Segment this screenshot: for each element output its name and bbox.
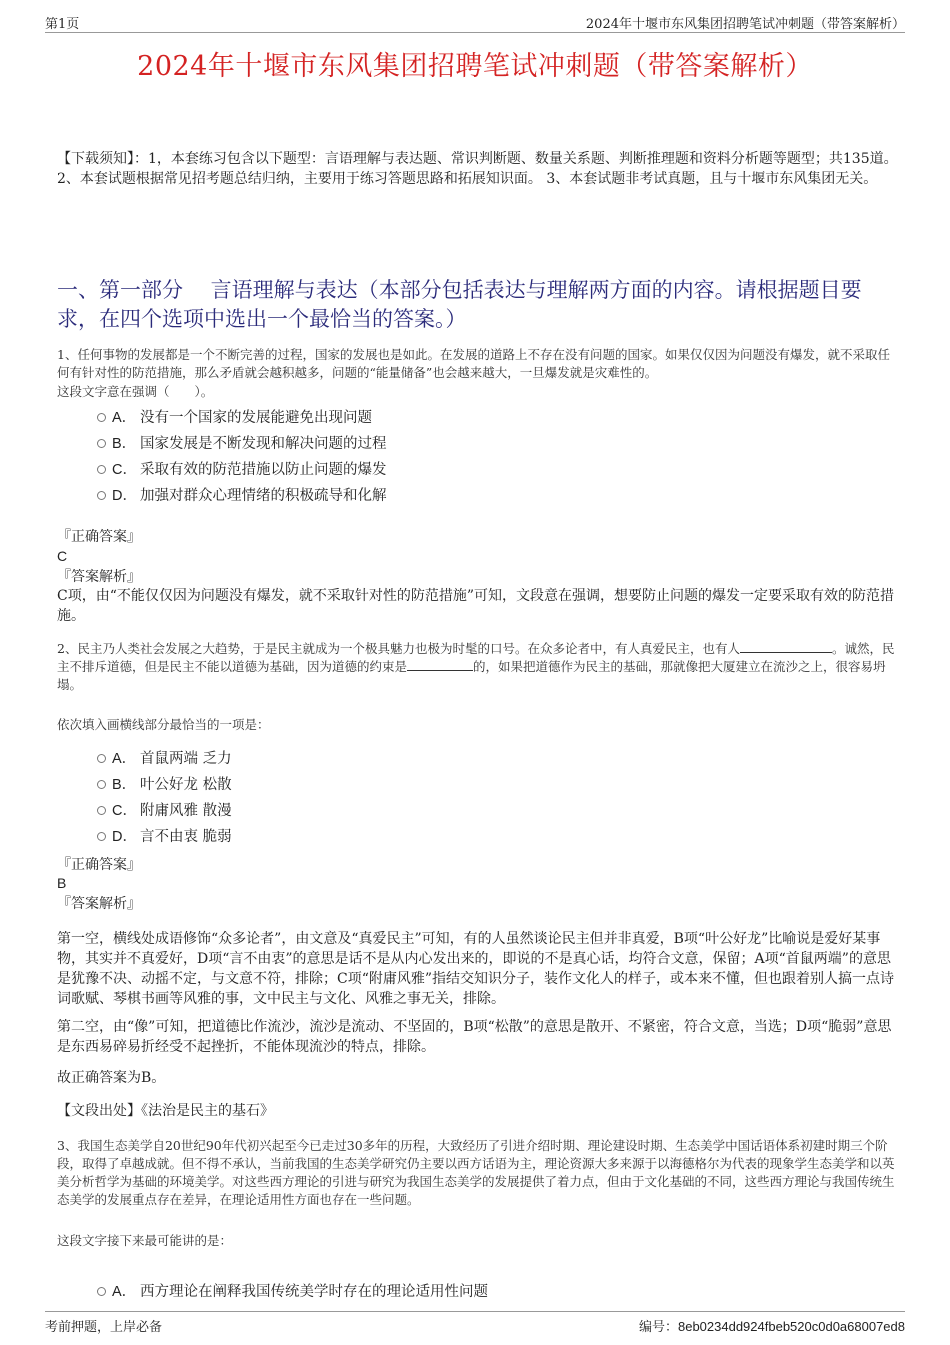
q3-option-a[interactable]: A． 西方理论在阐释我国传统美学时存在的理论适用性问题 — [97, 1280, 488, 1304]
q2-prompt: 依次填入画横线部分最恰当的一项是： — [57, 717, 270, 732]
radio-icon[interactable] — [97, 1287, 106, 1296]
fill-blank-2 — [407, 658, 473, 671]
q2-correct-answer: B — [57, 875, 67, 891]
q1-option-c[interactable]: C． 采取有效的防范措施以防止问题的爆发 — [97, 458, 387, 482]
q1-correct-answer: C — [57, 548, 68, 564]
section-heading: 一、第一部分 言语理解与表达（本部分包括表达与理解两方面的内容。请根据题目要求，在四个选项中选出一个最恰当的答案。） — [57, 278, 862, 331]
q2-conclusion: 故正确答案为B。 — [57, 1070, 166, 1086]
q2-analysis-1: 第一空，横线处成语修饰“众多论者”，由文意及“真爱民主”可知，有的人虽然谈论民主但并非真爱，B项“叶公好龙”比喻说是爱好某事物，其实并不真爱好，D项“言不由衷”的意思是话不是从内心发出来的，即说的不是真心话，均符合文意，保留；A项“首鼠两端”的意思是犹豫不决、动摇不定，与文意不符，排除；C项“附庸风雅”指结交知识分子，装作文化人的样子，或本来不懂，但也跟着别人搞一点诗词歌赋、琴棋书画等风雅的事，文中民主与文化、风雅之事无关，排除。 — [57, 931, 895, 1007]
fill-blank-1 — [740, 640, 832, 653]
q2-correct-answer-label: 『正确答案』 — [57, 857, 141, 873]
page-footer — [45, 1311, 905, 1336]
q2-option-d[interactable]: D． 言不由衷 脆弱 — [97, 825, 232, 849]
radio-icon[interactable] — [97, 806, 106, 815]
page-title: 2024年十堰市东风集团招聘笔试冲刺题（带答案解析） — [137, 51, 813, 82]
q2-analysis-label: 『答案解析』 — [57, 896, 141, 912]
document-code: 编号：8eb0234dd924fbeb520c0d0a68007ed8 — [638, 1319, 905, 1334]
page-header — [45, 10, 905, 33]
header-doc-title: 2024年十堰市东风集团招聘笔试冲刺题（带答案解析） — [585, 17, 905, 32]
download-notice: 【下载须知】：1，本套练习包含以下题型：言语理解与表达题、常识判断题、数量关系题、判断推理题和资料分析题等题型；共135道。 2、本套试题根据常见招考题总结归纳，主要用于练习答题思路和拓展知识面。 3、本套试题非考试真题，且与十堰市东风集团无关。 — [57, 151, 898, 187]
q1-stem: 1、任何事物的发展都是一个不断完善的过程，国家的发展也是如此。在发展的道路上不存在没有问题的国家。如果仅仅因为问题没有爆发，就不采取任何有针对性的防范措施，那么矛盾就会越积越多，问题的“能量储备”也会越来越大，一旦爆发就是灾难性的。 — [57, 347, 890, 380]
radio-icon[interactable] — [97, 754, 106, 763]
q1-analysis-label: 『答案解析』 — [57, 569, 141, 585]
q1-option-d[interactable]: D． 加强对群众心理情绪的积极疏导和化解 — [97, 484, 387, 508]
q2-option-a[interactable]: A． 首鼠两端 乏力 — [97, 747, 232, 771]
footer-slogan: 考前押题，上岸必备 — [45, 1320, 163, 1335]
page-number: 第1页 — [45, 17, 80, 32]
radio-icon[interactable] — [97, 439, 106, 448]
q2-source: 【文段出处】《法治是民主的基石》 — [57, 1103, 274, 1119]
radio-icon[interactable] — [97, 780, 106, 789]
q2-option-c[interactable]: C． 附庸风雅 散漫 — [97, 799, 232, 823]
q1-analysis: C项，由“不能仅仅因为问题没有爆发，就不采取针对性的防范措施”可知，文段意在强调，想要防止问题的爆发一定要采取有效的防范措施。 — [57, 588, 895, 624]
q2-analysis-2: 第二空，由“像”可知，把道德比作流沙，流沙是流动、不坚固的，B项“松散”的意思是散开、不紧密，符合文意，当选；D项“脆弱”意思是东西易碎易折经受不起挫折，不能体现流沙的特点，排除。 — [57, 1019, 892, 1055]
q1-option-a[interactable]: A． 没有一个国家的发展能避免出现问题 — [97, 406, 372, 430]
q1-correct-answer-label: 『正确答案』 — [57, 529, 141, 545]
radio-icon[interactable] — [97, 413, 106, 422]
radio-icon[interactable] — [97, 491, 106, 500]
q2-stem: 2、民主乃人类社会发展之大趋势，于是民主就成为一个极具魅力也极为时髦的口号。在众多论者中，有人真爱民主，也有人 。诚然，民主不排斥道德，但是民主不能以道德为基础，因为道德的约束是 的，如果把道德作为民主的基础，那就像把大厦建立在流沙之上，很容易坍塌。 — [57, 641, 895, 692]
q1-prompt: 这段文字意在强调（ ）。 — [57, 384, 214, 399]
q1-option-b[interactable]: B． 国家发展是不断发现和解决问题的过程 — [97, 432, 387, 456]
radio-icon[interactable] — [97, 465, 106, 474]
q3-stem: 3、我国生态美学自20世纪90年代初兴起至今已走过30多年的历程，大致经历了引进介绍时期、理论建设时期、生态美学中国话语体系初建时期三个阶段，取得了卓越成就。但不得不承认，当前我国的生态美学研究仍主要以西方话语为主，理论资源大多来源于以海德格尔为代表的现象学生态美学和以英美分析哲学为基础的环境美学。对这些西方理论的引进与研究为我国生态美学的发展提供了着力点，但由于文化基础的不同，这些西方理论与我国传统生态美学的发展重点存在差异，在理论适用性方面也存在一些问题。 — [57, 1138, 895, 1207]
q2-option-b[interactable]: B． 叶公好龙 松散 — [97, 773, 232, 797]
q3-prompt: 这段文字接下来最可能讲的是： — [57, 1233, 233, 1248]
radio-icon[interactable] — [97, 832, 106, 841]
